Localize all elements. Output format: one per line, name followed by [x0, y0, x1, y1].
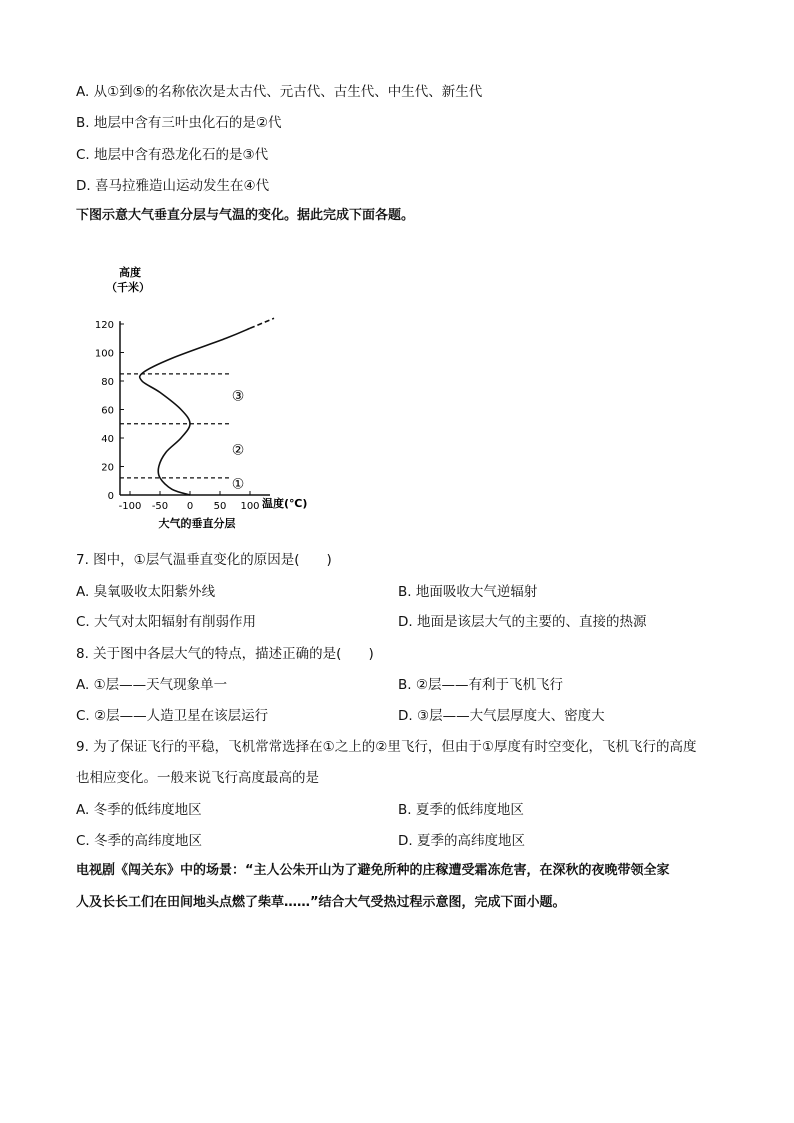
q6-option-b: B. 地层中含有三叶虫化石的是②代: [76, 115, 282, 131]
y-tick-label: 60: [101, 405, 114, 417]
q8-option-c: C. ②层——人造卫星在该层运行: [76, 708, 269, 724]
y-tick-label: 80: [101, 377, 114, 388]
q8-option-d: D. ③层——大气层厚度大、密度大: [398, 708, 605, 724]
q7-option-d: D. 地面是该层大气的主要的、直接的热源: [398, 614, 647, 630]
q9-option-a: A. 冬季的低纬度地区: [76, 802, 202, 818]
temperature-curve: [140, 328, 250, 495]
q8-option-b: B. ②层——有利于飞机飞行: [398, 677, 563, 693]
x-tick-label: 0: [186, 501, 194, 512]
layer-label: ①: [231, 476, 245, 493]
x-tick-label: -50: [151, 501, 169, 512]
q9-stem-line2: 也相应变化。一般来说飞行高度最高的是: [76, 770, 319, 786]
x-axis-title: 温度(℃): [262, 497, 308, 510]
q9-stem-line1: 9. 为了保证飞行的平稳，飞机常常选择在①之上的②里飞行，但由于①厚度有时空变化，飞机飞行的高度: [76, 739, 697, 755]
x-tick-label: -100: [118, 501, 142, 512]
temperature-curve-extension: [250, 318, 274, 328]
layer-label: ③: [231, 388, 245, 405]
x-tick-label: 100: [240, 501, 260, 512]
layer-label: ②: [231, 442, 245, 459]
intro-frost-line1: 电视剧《闯关东》中的场景：“主人公朱开山为了避免所种的庄稼遭受霜冻危害，在深秋的夜晚带领全家: [76, 863, 670, 878]
q8-stem: 8. 关于图中各层大气的特点，描述正确的是( ): [76, 646, 374, 662]
y-tick-label: 120: [94, 320, 114, 331]
q7-option-a: A. 臭氧吸收太阳紫外线: [76, 584, 216, 600]
y-tick-label: 40: [101, 434, 114, 445]
q9-option-b: B. 夏季的低纬度地区: [398, 802, 524, 818]
q7-option-b: B. 地面吸收大气逆辐射: [398, 584, 538, 600]
q7-option-c: C. 大气对太阳辐射有削弱作用: [76, 614, 257, 630]
q6-option-d: D. 喜马拉雅造山运动发生在④代: [76, 178, 270, 194]
x-tick-label: 50: [213, 501, 227, 512]
q9-option-d: D. 夏季的高纬度地区: [398, 833, 525, 849]
q9-option-c: C. 冬季的高纬度地区: [76, 833, 203, 849]
y-tick-label: 100: [94, 348, 114, 360]
intro-frost-line2: 人及长长工们在田间地头点燃了柴草……”结合大气受热过程示意图，完成下面小题。: [76, 895, 566, 910]
y-axis-unit: （千米）: [106, 281, 150, 294]
q8-option-a: A. ①层——天气现象单一: [76, 677, 228, 693]
q6-option-a: A. 从①到⑤的名称依次是太古代、元古代、古生代、中生代、新生代: [76, 84, 483, 100]
intro-atmosphere: 下图示意大气垂直分层与气温的变化。据此完成下面各题。: [76, 208, 415, 223]
q6-option-c: C. 地层中含有恐龙化石的是③代: [76, 147, 269, 163]
y-tick-label: 20: [101, 462, 114, 474]
y-tick-label: 0: [107, 491, 114, 502]
q7-stem: 7. 图中，①层气温垂直变化的原因是( ): [76, 552, 332, 568]
y-axis-title: 高度: [119, 266, 141, 279]
atmosphere-chart: [80, 262, 340, 532]
chart-caption: 大气的垂直分层: [158, 517, 236, 530]
